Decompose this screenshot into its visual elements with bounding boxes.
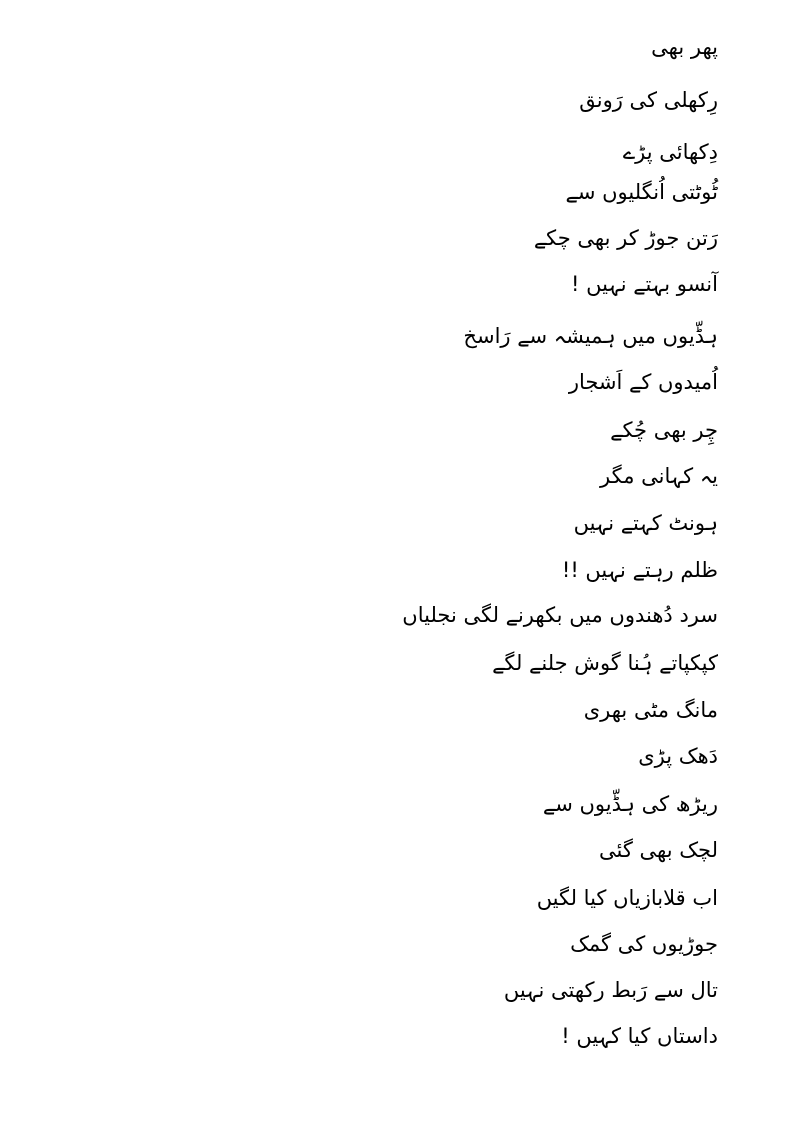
poem-line: کپکپاتے ہُنا گوش جلنے لگے xyxy=(492,651,718,675)
poem-line: سرد دُھندوں میں بکھرنے لگی نجلیاں xyxy=(402,603,718,627)
poem-line: آنسو بہتے نہیں ! xyxy=(571,272,718,296)
poem-line: مانگ مٹی بھری xyxy=(583,698,718,722)
poem-line: یہ کہانی مگر xyxy=(600,464,718,488)
poem-line: رِکھلی کی رَونق xyxy=(579,88,718,112)
poem-line: ہونٹ کہتے نہیں xyxy=(573,511,718,535)
poem-line: اب قلابازیاں کیا لگیں xyxy=(536,886,718,910)
poem-line: تال سے رَبط رکھتی نہیں xyxy=(503,978,718,1002)
poem-line: چِر بھی چُکے xyxy=(610,418,718,442)
poem-line: جوڑیوں کی گمک xyxy=(570,932,718,956)
poem-line: ٹُوٹتی اُنگلیوں سے xyxy=(565,180,718,204)
poem-line: داستاں کیا کہیں ! xyxy=(561,1024,718,1048)
poem-line: اُمیدوں کے اَشجار xyxy=(568,370,718,394)
poem-line: رَتن جوڑ کر بھی چکے xyxy=(533,226,718,250)
poem-line: ریڑھ کی ہڈّیوں سے xyxy=(542,792,718,816)
poem-line: ظلم رہتے نہیں !! xyxy=(561,558,718,582)
poem-line: دِکھائی پڑے xyxy=(622,140,718,164)
poem-line: لچک بھی گئی xyxy=(599,838,718,862)
poem-line: دَھک پڑی xyxy=(638,744,718,768)
poem-line: ہڈّیوں میں ہمیشہ سے رَاسخ xyxy=(463,324,718,348)
poem-line: پھر بھی xyxy=(651,35,718,59)
